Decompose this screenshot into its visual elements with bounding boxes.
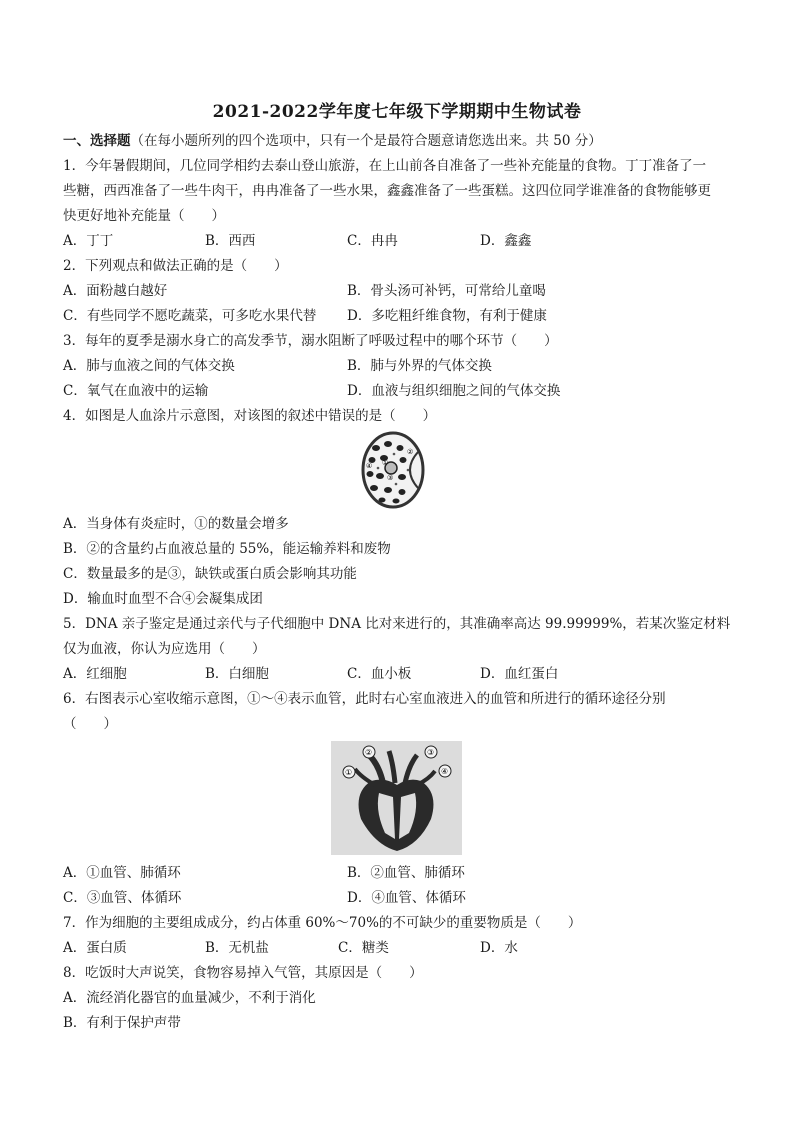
question-4-option-d: D．输血时血型不合④会凝集成团 — [63, 591, 263, 607]
question-1-option-a: A．丁丁 — [63, 233, 114, 249]
question-6-option-d: D．④血管、体循环 — [347, 890, 466, 906]
page-title: 2021-2022学年度七年级下学期期中生物试卷 — [212, 102, 582, 122]
heart-figure — [331, 741, 462, 855]
question-1-option-b: B．西西 — [205, 233, 256, 249]
question-5-option-b: B．白细胞 — [205, 666, 269, 682]
question-6-line-1: 6．右图表示心室收缩示意图，①～④表示血管，此时右心室血液进入的血管和所进行的循环途径分别 — [63, 691, 666, 707]
question-3-option-b: B．肺与外界的气体交换 — [347, 358, 492, 374]
question-2-line-1: 2．下列观点和做法正确的是（ ） — [63, 258, 288, 274]
question-6-line-2: （ ） — [63, 716, 117, 732]
question-2-option-d: D．多吃粗纤维食物，有利于健康 — [347, 308, 547, 324]
question-1-line-2: 些糖，西西准备了一些牛肉干，冉冉准备了一些水果，鑫鑫准备了一些蛋糕。这四位同学谁准备的食物能够更 — [63, 183, 711, 199]
smear-label-1: ① — [382, 459, 389, 467]
question-1-line-3: 快更好地补充能量（ ） — [63, 208, 225, 224]
question-1-option-c: C．冉冉 — [347, 233, 398, 249]
question-4-option-a: A．当身体有炎症时，①的数量会增多 — [63, 516, 289, 532]
section-heading-line — [63, 132, 602, 150]
question-8-option-a: A．流经消化器官的血量减少，不利于消化 — [63, 990, 316, 1006]
section-note: （在每小题所列的四个选项中，只有一个是最符合题意请您选出来。共 50 分） — [130, 133, 602, 149]
blood-smear-figure — [358, 430, 428, 510]
section-heading: 一、选择题 — [63, 133, 131, 149]
question-4-option-b: B．②的含量约占血液总量的 55%，能运输养料和废物 — [63, 541, 391, 557]
question-8-option-b: B．有利于保护声带 — [63, 1015, 181, 1031]
question-2-option-c: C．有些同学不愿吃蔬菜，可多吃水果代替 — [63, 308, 317, 324]
question-5-line-2: 仅为血液，你认为应选用（ ） — [63, 641, 266, 657]
question-8-line-1: 8．吃饭时大声说笑，食物容易掉入气管，其原因是（ ） — [63, 965, 423, 981]
question-6-option-a: A．①血管、肺循环 — [63, 865, 181, 881]
question-5-option-c: C．血小板 — [347, 666, 412, 682]
question-7-option-d: D．水 — [480, 940, 518, 956]
heart-label-2: ② — [365, 748, 373, 757]
question-5-option-a: A．红细胞 — [63, 666, 127, 682]
question-7-line-1: 7．作为细胞的主要组成成分，约占体重 60%～70%的不可缺少的重要物质是（ ） — [63, 915, 582, 931]
question-4-line-1: 4．如图是人血涂片示意图，对该图的叙述中错误的是（ ） — [63, 408, 437, 424]
question-7-option-a: A．蛋白质 — [63, 940, 127, 956]
question-3-option-d: D．血液与组织细胞之间的气体交换 — [347, 383, 561, 399]
question-5-option-d: D．血红蛋白 — [480, 666, 559, 682]
heart-label-4: ④ — [441, 767, 449, 776]
question-3-option-a: A．肺与血液之间的气体交换 — [63, 358, 235, 374]
smear-label-4: ④ — [366, 462, 373, 470]
question-1-option-d: D．鑫鑫 — [480, 233, 532, 249]
question-6-option-b: B．②血管、肺循环 — [347, 865, 465, 881]
question-7-option-c: C．糖类 — [338, 940, 389, 956]
question-6-option-c: C．③血管、体循环 — [63, 890, 182, 906]
heart-label-1: ① — [345, 768, 353, 777]
question-2-option-a: A．面粉越白越好 — [63, 283, 168, 299]
smear-label-3: ③ — [387, 474, 394, 482]
question-1-line-1: 1．今年暑假期间，几位同学相约去泰山登山旅游，在上山前各自准备了一些补充能量的食物。丁丁准备了一 — [63, 158, 707, 174]
question-3-option-c: C．氧气在血液中的运输 — [63, 383, 209, 399]
heart-label-3: ③ — [427, 748, 435, 757]
question-5-line-1: 5．DNA 亲子鉴定是通过亲代与子代细胞中 DNA 比对来进行的，其准确率高达 99.99999%，若某次鉴定材料 — [63, 616, 731, 632]
question-4-option-c: C．数量最多的是③，缺铁或蛋白质会影响其功能 — [63, 566, 357, 582]
smear-label-2: ② — [407, 448, 414, 456]
question-3-line-1: 3．每年的夏季是溺水身亡的高发季节，溺水阻断了呼吸过程中的哪个环节（ ） — [63, 333, 558, 349]
question-2-option-b: B．骨头汤可补钙，可常给儿童喝 — [347, 283, 546, 299]
question-7-option-b: B．无机盐 — [205, 940, 269, 956]
